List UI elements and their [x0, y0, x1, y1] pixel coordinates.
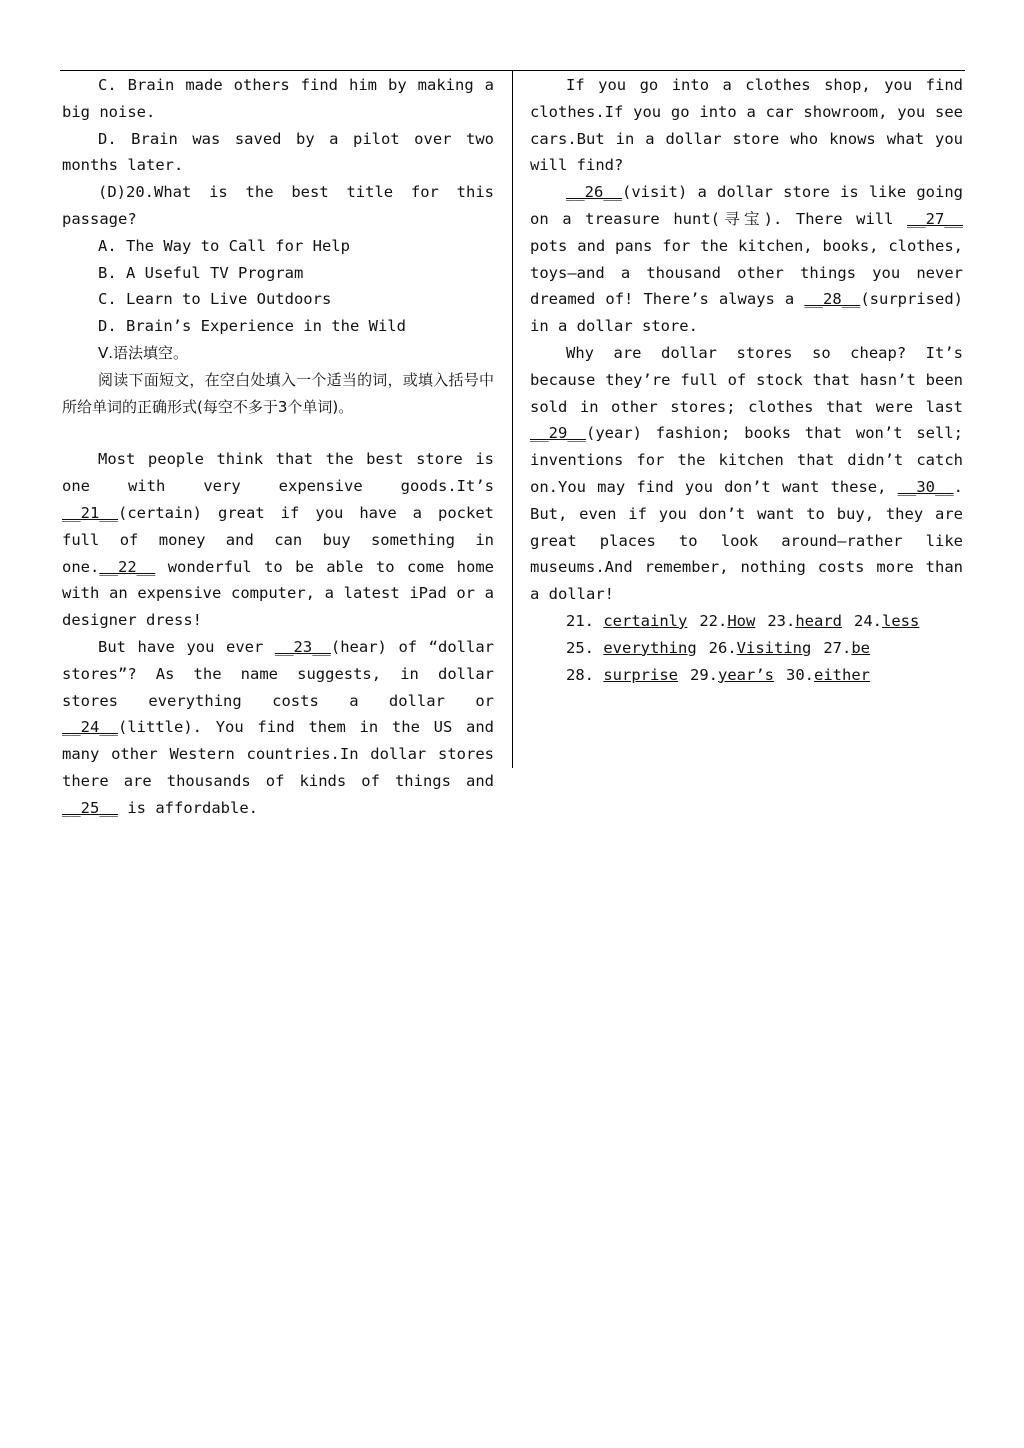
q20-stem: (D)20.What is the best title for this passage? — [62, 183, 494, 228]
q19-option-d: D. Brain was saved by a pilot over two months later. — [62, 129, 494, 175]
answer-row-1 — [530, 608, 963, 635]
q20-option-b: B. A Useful TV Program — [98, 263, 304, 282]
answer-number: 22. — [699, 611, 728, 630]
answer-word: be — [851, 638, 870, 657]
blank-28: __28__ — [804, 290, 861, 309]
passage-text: (hear) of “dollar stores”? As the name suggests, in dollar stores everything costs a dollar or — [62, 637, 494, 710]
answer-number: 26. — [708, 638, 737, 657]
left-column — [62, 72, 494, 822]
q20-option-d: D. Brain’s Experience in the Wild — [98, 317, 406, 336]
answer-number: 21. — [566, 611, 594, 630]
section-instruction: 阅读下面短文，在空白处填入一个适当的词，或填入括号中所给单词的正确形式(每空不多于3个单词)。 — [62, 370, 494, 416]
answer-word: heard — [795, 611, 843, 630]
answer-number: 30. — [786, 665, 814, 684]
answer-word: less — [882, 611, 920, 630]
answer-number: 24. — [854, 611, 883, 630]
passage-text: (visit) a dollar store is like going on a treasure hunt(寻宝). There will — [530, 183, 963, 228]
passage-paragraph-1 — [62, 446, 494, 634]
blank-26: __26__ — [566, 183, 622, 202]
right-column — [530, 72, 963, 688]
passage-text: (certain) great if you have a pocket full of money and can buy something in one. — [62, 503, 494, 576]
blank-27: __27__ — [907, 209, 963, 228]
answer-word: How — [727, 611, 756, 630]
passage-text: (surprised) in a dollar store. — [530, 290, 963, 336]
q19-option-c: C. Brain made others find him by making a big noise. — [62, 76, 494, 121]
passage-text: But have you ever — [98, 637, 275, 656]
passage-paragraph-2-part-1 — [62, 634, 494, 822]
passage-text: wonderful to be able to come home with an expensive computer, a latest iPad or a designer dress! — [62, 557, 494, 630]
spacer — [62, 420, 494, 446]
answer-number: 27. — [823, 638, 852, 657]
q20-option-a: A. The Way to Call for Help — [98, 236, 350, 255]
passage-paragraph-3: If you go into a clothes shop, you find clothes.If you go into a car showroom, you see cars.But in a dollar store who knows what you will find? — [530, 76, 963, 175]
answer-word: everything — [603, 638, 697, 657]
answer-word: year’s — [718, 665, 774, 684]
answer-number: 29. — [690, 665, 718, 684]
answer-word: certainly — [603, 611, 688, 630]
passage-text: Why are dollar stores so cheap? It’s because they’re full of stock that hasn’t been sold in other stores; clothes that were last — [530, 343, 963, 416]
passage-paragraph-4 — [530, 179, 963, 340]
passage-text: pots and pans for the kitchen, books, clothes, toys—and a thousand other things you never dreamed of! There’s always a — [530, 236, 963, 309]
passage-text: Most people think that the best store is one with very expensive goods.It’s — [62, 450, 494, 496]
blank-24: __24__ — [62, 718, 118, 737]
passage-text: . But, even if you don’t want to buy, they are great places to look around—rather like museums.And remember, nothing costs more than a dollar! — [530, 477, 963, 604]
answer-number: 23. — [767, 611, 796, 630]
answer-row-2 — [530, 635, 963, 662]
answer-row-3 — [530, 662, 963, 689]
blank-29: __29__ — [530, 424, 586, 443]
answer-word: surprise — [603, 665, 678, 684]
q20-option-c: C. Learn to Live Outdoors — [98, 290, 332, 309]
passage-text: is affordable. — [118, 798, 258, 817]
answer-number: 25. — [566, 638, 594, 657]
blank-22: __22__ — [99, 557, 156, 576]
answer-word: Visiting — [736, 638, 812, 657]
blank-25: __25__ — [62, 798, 118, 817]
section-heading: Ⅴ.语法填空。 — [98, 343, 189, 362]
blank-23: __23__ — [274, 637, 331, 656]
blank-30: __30__ — [897, 477, 954, 496]
answer-word: either — [814, 665, 870, 684]
passage-text: (little). You find them in the US and many other Western countries.In dollar stores there are thousands of kinds of things and — [62, 718, 494, 790]
column-divider — [512, 70, 513, 768]
blank-21: __21__ — [62, 503, 118, 522]
passage-paragraph-5 — [530, 340, 963, 608]
answer-number: 28. — [566, 665, 594, 684]
passage-text: (year) fashion; books that won’t sell; inventions for the kitchen that didn’t catch on.You may find you don’t want these, — [530, 424, 963, 496]
